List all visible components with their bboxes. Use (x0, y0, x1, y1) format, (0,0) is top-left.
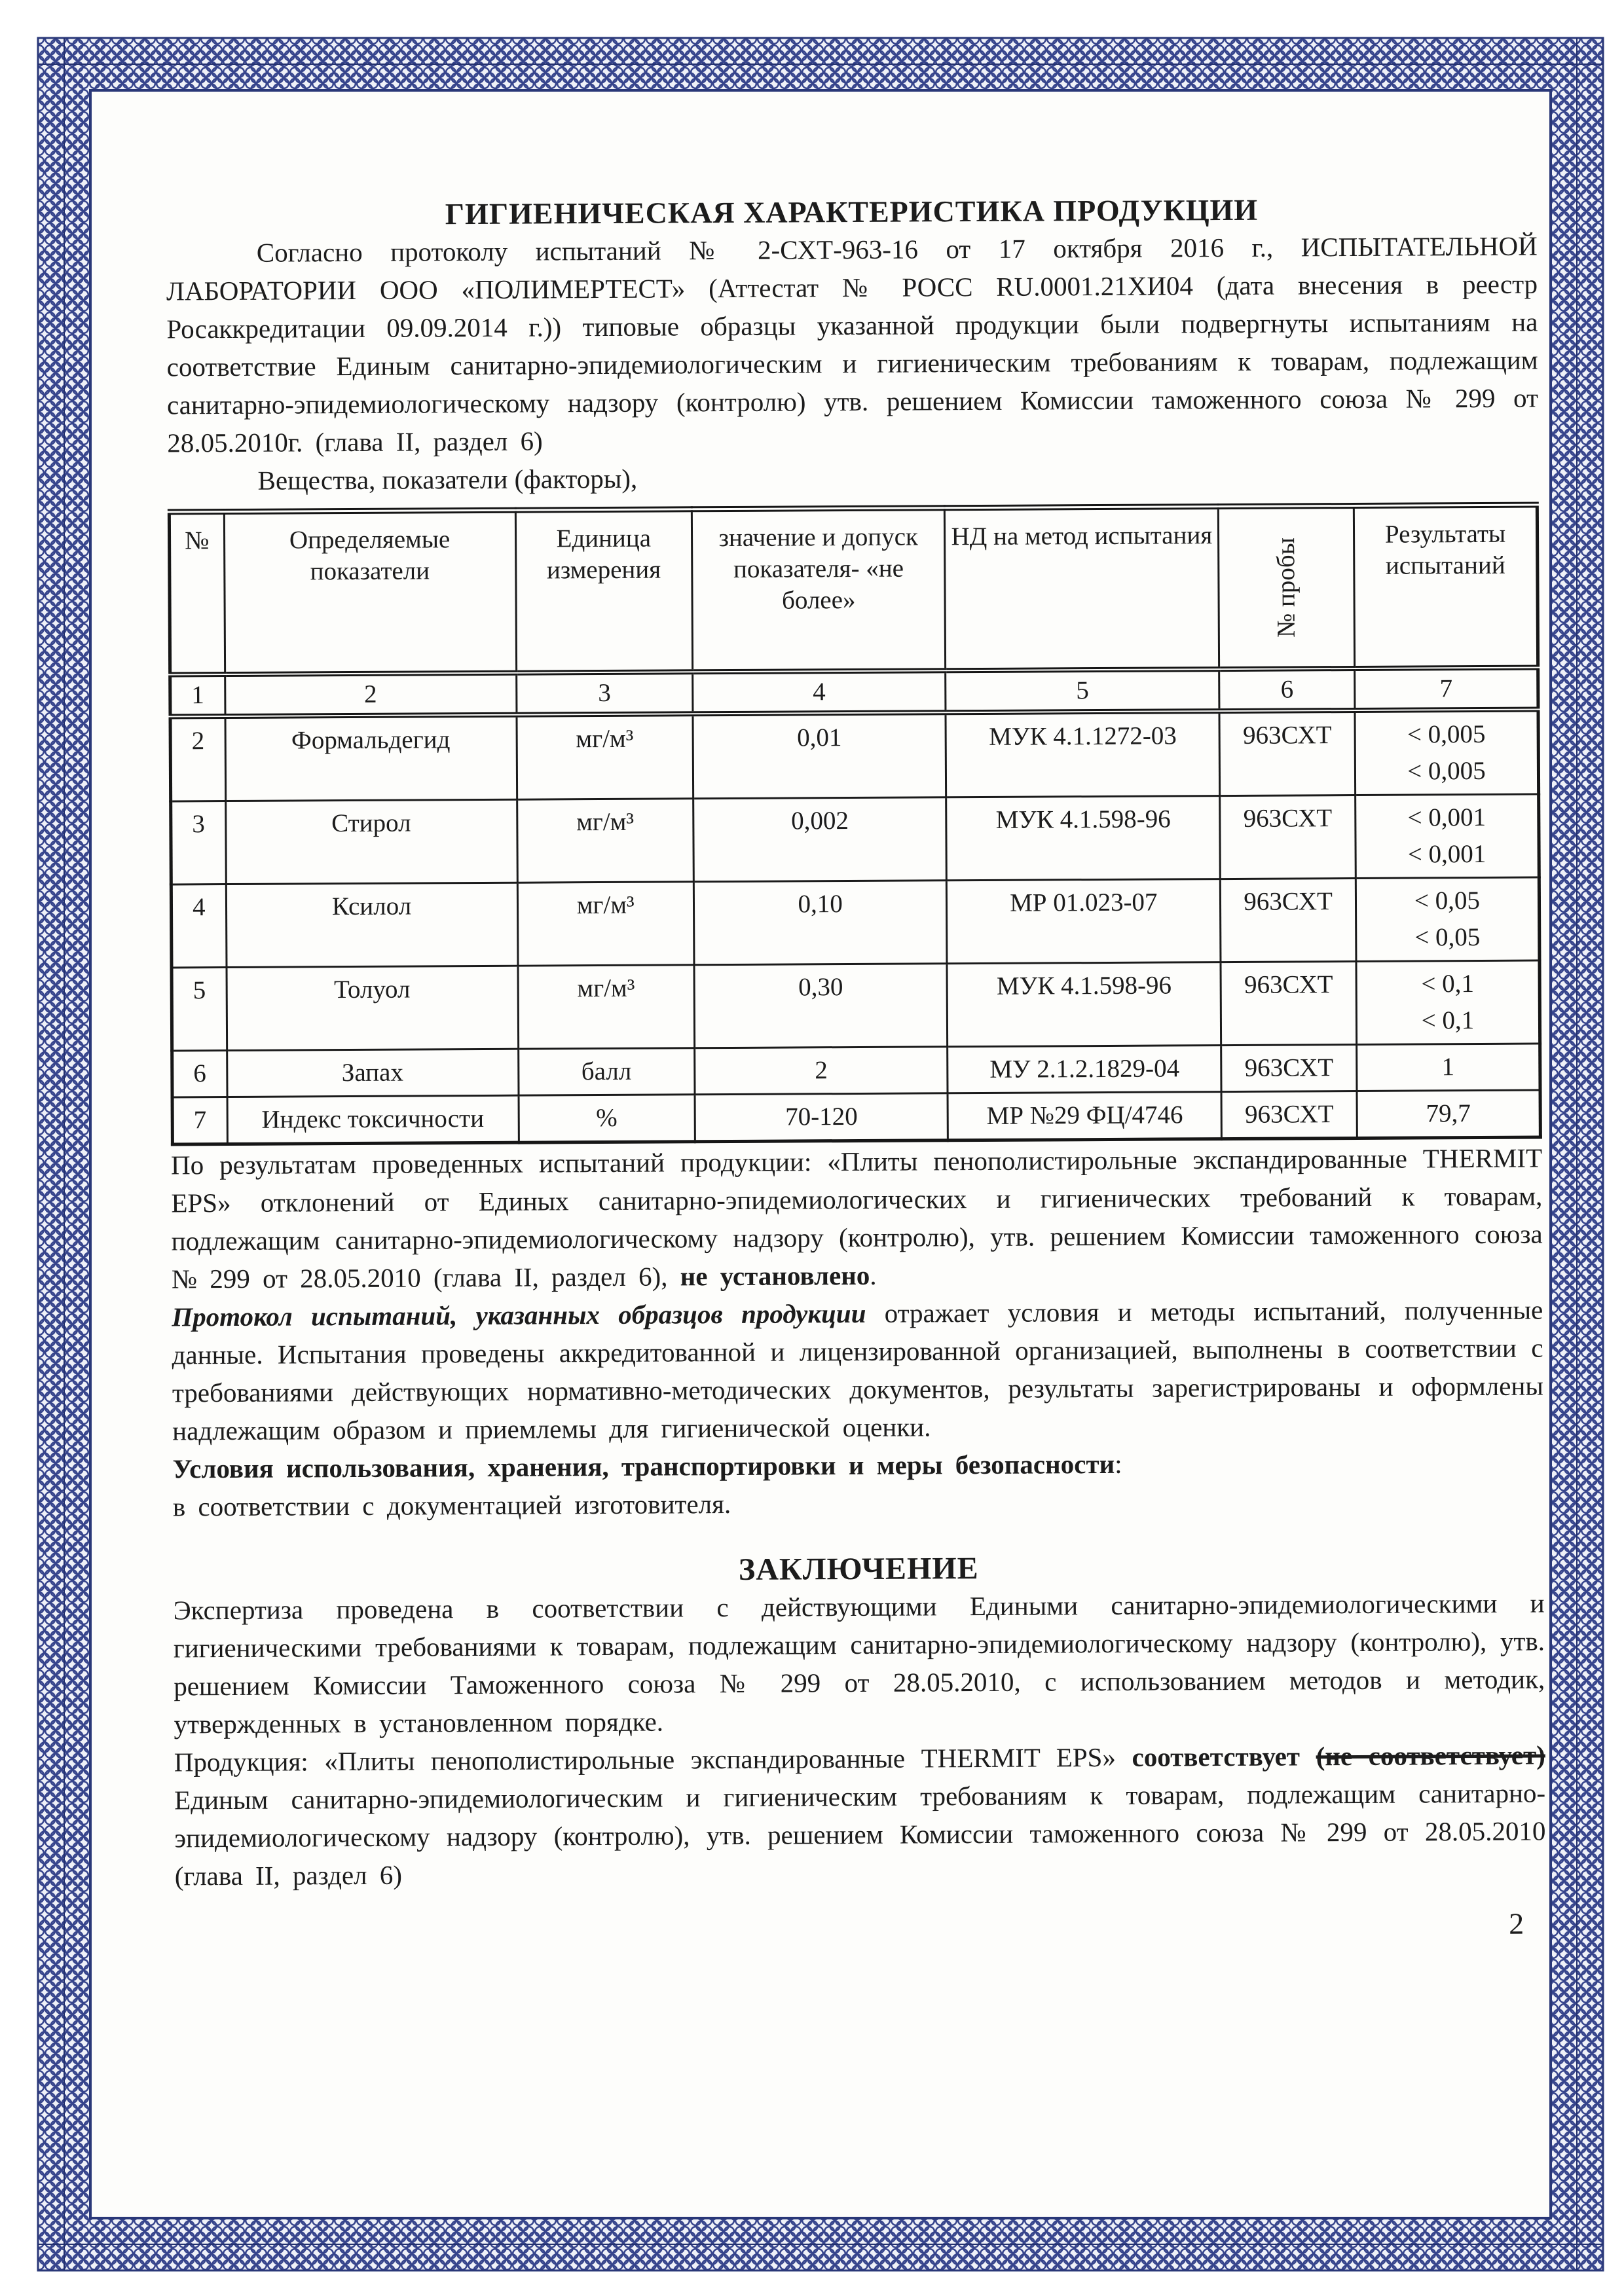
protocol-rest: отражает условия и методы испытаний, полученные данные. Испытания проведены аккредитованной и лицензированной организацией, выполнены в соответствии с требованиями действующих нормативно-методических документов, результаты зарегистрированы и оформлены надлежащим образом и приемлемы для гигиенической оценки. (172, 1294, 1543, 1446)
cell-limit: 0,002 (693, 797, 947, 882)
cell-row-number: 5 (172, 968, 227, 1051)
results-period: . (870, 1260, 877, 1290)
cell-method: МУК 4.1.598-96 (946, 796, 1220, 881)
cell-substance: Индекс токсичности (227, 1095, 519, 1144)
cell-limit: 0,10 (693, 881, 947, 965)
conditions-colon: : (1115, 1448, 1122, 1479)
result-line-2: < 0,05 (1414, 923, 1481, 952)
result-line-1: < 0,05 (1414, 886, 1481, 915)
column-numbers-row (170, 668, 1538, 717)
cell-unit: балл (518, 1048, 695, 1095)
cell-method: МР №29 ФЦ/4746 (948, 1092, 1221, 1140)
result-line-1: < 0,1 (1421, 970, 1475, 998)
conclusion-heading: ЗАКЛЮЧЕНИЕ (738, 1551, 979, 1587)
cell-sample: 963СХТ (1221, 1091, 1357, 1139)
cell-substance: Стирол (225, 799, 517, 884)
cell-substance: Толуол (227, 966, 519, 1050)
cell-results (1355, 710, 1539, 795)
cell-sample: 963СХТ (1221, 961, 1356, 1045)
cell-results (1357, 1090, 1540, 1138)
cell-method: МУ 2.1.2.1829-04 (948, 1046, 1221, 1093)
protocol-paragraph (172, 1291, 1543, 1450)
cell-unit: % (519, 1095, 695, 1142)
table-row-styrene (171, 794, 1540, 884)
table-row-xylene (171, 877, 1540, 968)
cell-limit: 2 (695, 1047, 948, 1095)
cell-results (1356, 794, 1540, 878)
col-num: 5 (946, 669, 1219, 712)
cell-limit: 70-120 (695, 1093, 948, 1142)
cell-results (1356, 960, 1540, 1044)
result-line-2: < 0,005 (1407, 756, 1486, 786)
col-num: 3 (516, 672, 693, 714)
results-text: По результатам проведенных испытаний продукции: «Плиты пенополистирольные экспандированные THERMIT EPS» отклонений от Единых санитарно-эпидемиологических и гигиенических требований к товарам, подлежащим санитарно-эпидемиологическому надзору (контролю), утв. решением Комиссии таможенного союза № 299 от 28.05.2010 (глава II, раздел 6), (170, 1142, 1543, 1294)
cell-unit: мг/м³ (517, 799, 693, 883)
col-header-method: НД на метод испытания (945, 507, 1219, 671)
result-line-1: 79,7 (1426, 1099, 1471, 1128)
result-line-1: 1 (1441, 1053, 1455, 1082)
table-header-row (169, 505, 1538, 674)
col-num: 1 (170, 674, 225, 716)
page-number: 2 (1509, 1906, 1524, 1941)
cell-sample: 963СХТ (1221, 1044, 1357, 1091)
result-line-2: < 0,1 (1421, 1006, 1475, 1035)
conditions-paragraph (172, 1443, 1544, 1526)
table-row-formaldehyde (170, 710, 1539, 801)
cell-unit: мг/м³ (517, 882, 694, 966)
conditions-heading: Условия использования, хранения, транспортировки и меры безопасности (172, 1448, 1115, 1484)
col-num: 4 (693, 670, 946, 714)
table-row-toxicity-index (172, 1090, 1540, 1144)
col-num: 6 (1219, 668, 1355, 711)
product-text-rest: Единым санитарно-эпидемиологическим и гигиеническим требованиям к товарам, подлежащим санитарно-эпидемиологическому надзору (контролю), утв. решением Комиссии таможенного союза № 299 от 28.05.2010 (глава II, раздел 6) (174, 1777, 1546, 1891)
table-row-toluene (172, 960, 1540, 1051)
result-line-2: < 0,001 (1407, 839, 1486, 869)
cell-sample: 963СХТ (1219, 710, 1355, 796)
conditions-text: в соответствии с документацией изготовителя. (172, 1489, 731, 1522)
cell-row-number: 4 (171, 884, 226, 968)
results-not-established: не установлено (680, 1260, 870, 1292)
cell-method: МУК 4.1.598-96 (947, 962, 1221, 1047)
results-paragraph (171, 1139, 1543, 1298)
table-caption: Вещества, показатели (факторы), (257, 463, 638, 496)
col-num: 2 (225, 673, 516, 716)
expertise-paragraph: Экспертиза проведена в соответствии с действующими Едиными санитарно-эпидемиологическими и гигиеническими требованиями к товарам, подлежащим санитарно-эпидемиологическому надзору (контролю), утв. решением Комиссии Таможенного союза № 299 от 28.05.2010, с использованием методов и методик, утвержденных в установленном порядке. (173, 1588, 1545, 1740)
table-row-odor (172, 1044, 1540, 1097)
product-text: Продукция: «Плиты пенополистирольные экспандированные THERMIT EPS» (174, 1741, 1132, 1777)
col-header-num: № (169, 512, 225, 675)
cell-unit: мг/м³ (516, 714, 693, 799)
cell-row-number: 3 (171, 801, 226, 884)
test-results-table (168, 502, 1542, 1146)
cell-results (1356, 877, 1540, 961)
product-verdict-paragraph (174, 1736, 1546, 1895)
result-line-1: < 0,001 (1407, 803, 1486, 832)
cell-method: МР 01.023-07 (947, 879, 1221, 964)
cell-method: МУК 4.1.1272-03 (946, 711, 1219, 797)
cell-sample: 963СХТ (1220, 795, 1356, 879)
cell-limit: 0,01 (693, 712, 946, 799)
cell-results (1357, 1044, 1540, 1091)
col-header-substance: Определяемые показатели (224, 510, 516, 674)
cell-substance: Формальдегид (225, 715, 517, 801)
col-header-sample (1219, 506, 1355, 670)
page-title: ГИГИЕНИЧЕСКАЯ ХАРАКТЕРИСТИКА ПРОДУКЦИИ (445, 192, 1259, 231)
intro-paragraph: Согласно протоколу испытаний № 2-СХТ-963-16 от 17 октября 2016 г., ИСПЫТАТЕЛЬНОЙ ЛАБОРАТОРИИ ООО «ПОЛИМЕРТЕСТ» (Аттестат № РОСС RU.0001.21ХИ04 (дата внесения в реестр Росаккредитации 09.09.2014 г.)) типовые образцы указанной продукции были подвергнуты испытаниям на соответствие Единым санитарно-эпидемиологическим и гигиеническим требованиям к товарам, подлежащим санитарно-эпидемиологическому надзору (контролю) утв. решением Комиссии таможенного союза № 299 от 28.05.2010г. (глава II, раздел 6) (166, 230, 1539, 458)
verdict-not-complies-struck: (не соответствует) (1316, 1740, 1545, 1772)
cell-row-number: 2 (170, 716, 225, 801)
cell-substance: Запах (227, 1049, 518, 1097)
protocol-lead: Протокол испытаний, указанных образцов продукции (172, 1298, 866, 1332)
result-line-1: < 0,005 (1407, 720, 1486, 749)
col-num: 7 (1355, 668, 1538, 710)
cell-substance: Ксилол (226, 883, 518, 967)
cell-limit: 0,30 (694, 964, 948, 1048)
rotated-sample-label: № пробы (1272, 537, 1301, 638)
cell-row-number: 6 (172, 1051, 227, 1097)
verdict-complies: соответствует (1132, 1741, 1301, 1772)
col-header-results: Результаты испытаний (1354, 505, 1538, 668)
cell-row-number: 7 (172, 1097, 227, 1144)
col-header-limit: значение и допуск показателя- «не более» (692, 508, 946, 672)
col-header-unit: Единица измерения (515, 509, 693, 673)
cell-unit: мг/м³ (517, 965, 694, 1049)
document-content (165, 0, 1547, 1950)
cell-sample: 963СХТ (1221, 878, 1356, 962)
